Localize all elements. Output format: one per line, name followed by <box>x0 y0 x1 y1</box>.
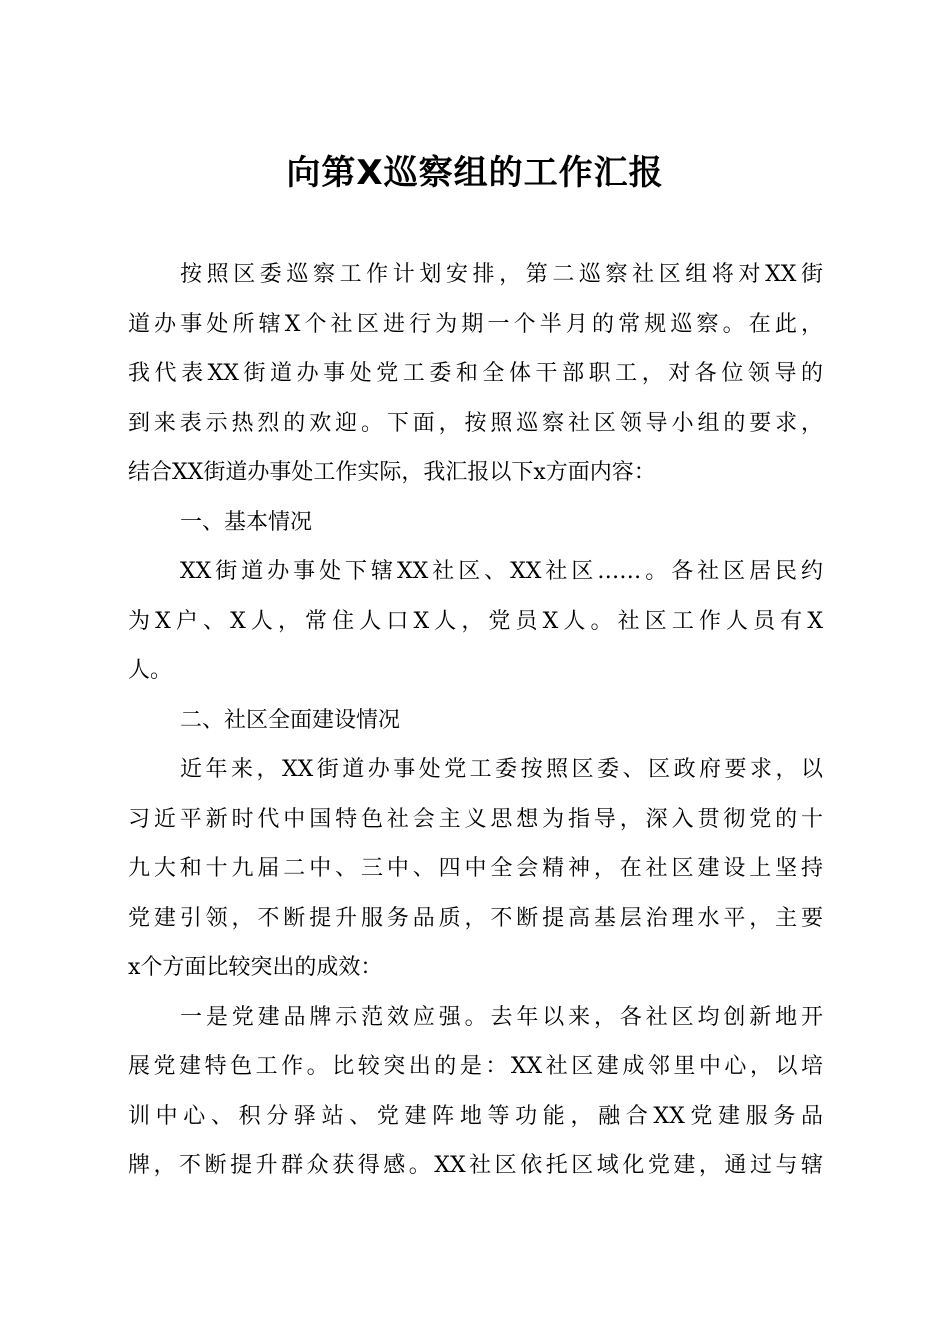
section2-line-5: x个方面比较突出的成效： <box>128 955 383 980</box>
intro-line-3: 我代表XX街道办事处党工委和全体干部职工，对各位领导的 <box>128 361 823 386</box>
section-heading-basic: 一、基本情况 <box>180 509 313 535</box>
intro-line-2: 道办事处所辖X个社区进行为期一个半月的常规巡察。在此， <box>128 311 823 337</box>
section2-line-1: 近年来，XX街道办事处党工委按照区委、区政府要求，以 <box>180 757 823 782</box>
section1-line-3: 人。 <box>128 658 173 683</box>
point1-line-2: 展党建特色工作。比较突出的是：XX社区建成邻里中心，以培 <box>128 1054 823 1079</box>
section-heading-community: 二、社区全面建设情况 <box>180 707 401 733</box>
intro-line-5: 结合XX街道办事处工作实际，我汇报以下x方面内容： <box>128 460 656 485</box>
section2-line-4: 党建引领，不断提升服务品质，不断提高基层治理水平，主要 <box>128 905 823 931</box>
document-body <box>128 250 823 1191</box>
section1-line-1: XX街道办事处下辖XX社区、XX社区……。各社区居民约 <box>180 559 823 584</box>
page-title: 向第X巡察组的工作汇报 <box>286 153 664 193</box>
point1-line-4: 牌，不断提升群众获得感。XX社区依托区域化党建，通过与辖 <box>128 1153 823 1178</box>
point1-line-3: 训中心、积分驿站、党建阵地等功能，融合XX党建服务品 <box>128 1103 823 1129</box>
section2-line-3: 九大和十九届二中、三中、四中全会精神，在社区建设上坚持 <box>128 856 823 881</box>
point1-lead: 一是党建品牌示范效应强。 <box>180 1004 491 1030</box>
intro-line-1: 按照区委巡察工作计划安排，第二巡察社区组将对XX街 <box>180 262 823 287</box>
point1-first-rest: 去年以来，各社区均创新地开 <box>490 1004 823 1030</box>
section1-line-2: 为X户、X人，常住人口X人，党员X人。社区工作人员有X <box>128 608 823 634</box>
intro-line-4: 到来表示热烈的欢迎。下面，按照巡察社区领导小组的要求， <box>128 410 823 436</box>
section2-line-2: 习近平新时代中国特色社会主义思想为指导，深入贯彻党的十 <box>128 806 823 832</box>
point1-line-1 <box>128 993 823 1043</box>
